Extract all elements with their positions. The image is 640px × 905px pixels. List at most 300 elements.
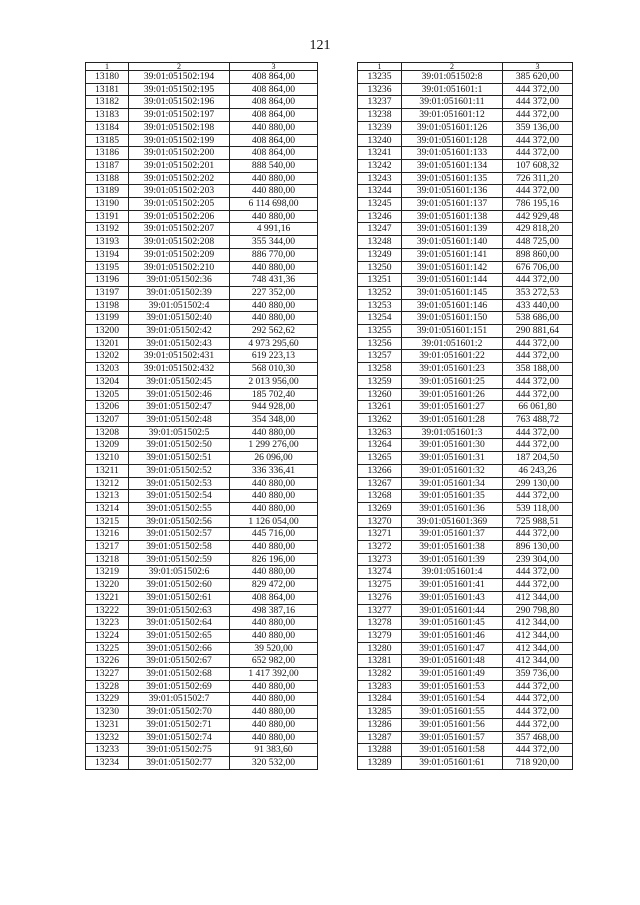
row-number: 13250 [358, 261, 402, 274]
column-header-value: 3 [503, 63, 573, 71]
cadastral-value: 239 304,00 [503, 553, 573, 566]
row-number: 13277 [358, 604, 402, 617]
row-number: 13245 [358, 198, 402, 211]
row-number: 13201 [86, 337, 129, 350]
cadastral-value: 445 716,00 [230, 528, 318, 541]
table-row [358, 718, 573, 731]
cadastral-value: 718 920,00 [503, 756, 573, 769]
cadastral-number: 39:01:051502:43 [129, 337, 230, 350]
cadastral-value: 444 372,00 [503, 528, 573, 541]
cadastral-number: 39:01:051601:137 [402, 198, 503, 211]
cadastral-number: 39:01:051502:8 [402, 71, 503, 84]
table-row [86, 655, 318, 668]
row-number: 13219 [86, 566, 129, 579]
cadastral-value: 440 880,00 [230, 566, 318, 579]
row-number: 13186 [86, 147, 129, 160]
row-number: 13183 [86, 109, 129, 122]
table-row [358, 325, 573, 338]
row-number: 13239 [358, 121, 402, 134]
row-number: 13274 [358, 566, 402, 579]
table-row [86, 325, 318, 338]
table-row [86, 566, 318, 579]
cadastral-number: 39:01:051601:23 [402, 363, 503, 376]
row-number: 13226 [86, 655, 129, 668]
table-header-row [358, 63, 573, 71]
cadastral-value: 444 372,00 [503, 693, 573, 706]
cadastral-number: 39:01:051502:48 [129, 413, 230, 426]
table-row [358, 413, 573, 426]
cadastral-value: 91 383,60 [230, 744, 318, 757]
table-row [358, 629, 573, 642]
cadastral-number: 39:01:051502:207 [129, 223, 230, 236]
cadastral-number: 39:01:051502:4 [129, 299, 230, 312]
table-row [86, 426, 318, 439]
cadastral-value: 440 880,00 [230, 617, 318, 630]
table-row [358, 452, 573, 465]
table-row [86, 96, 318, 109]
cadastral-value: 408 864,00 [230, 71, 318, 84]
cadastral-number: 39:01:051502:431 [129, 350, 230, 363]
row-number: 13195 [86, 261, 129, 274]
table-row [358, 248, 573, 261]
table-row [86, 731, 318, 744]
cadastral-value: 444 372,00 [503, 706, 573, 719]
cadastral-number: 39:01:051502:40 [129, 312, 230, 325]
table-row [358, 159, 573, 172]
table-row [86, 109, 318, 122]
table-row [358, 185, 573, 198]
cadastral-value: 1 126 054,00 [230, 515, 318, 528]
table-row [358, 350, 573, 363]
cadastral-value: 408 864,00 [230, 83, 318, 96]
table-row [358, 642, 573, 655]
column-header-cadastral: 2 [402, 63, 503, 71]
row-number: 13259 [358, 375, 402, 388]
table-row [358, 706, 573, 719]
row-number: 13192 [86, 223, 129, 236]
cadastral-number: 39:01:051502:45 [129, 375, 230, 388]
table-row [86, 274, 318, 287]
row-number: 13233 [86, 744, 129, 757]
cadastral-number: 39:01:051502:47 [129, 401, 230, 414]
row-number: 13241 [358, 147, 402, 160]
cadastral-value: 4 973 295,60 [230, 337, 318, 350]
row-number: 13251 [358, 274, 402, 287]
cadastral-value: 444 372,00 [503, 134, 573, 147]
cadastral-number: 39:01:051601:126 [402, 121, 503, 134]
cadastral-value: 440 880,00 [230, 172, 318, 185]
table-row [86, 579, 318, 592]
row-number: 13207 [86, 413, 129, 426]
table-row [86, 121, 318, 134]
table-row [358, 541, 573, 554]
cadastral-value: 359 136,00 [503, 121, 573, 134]
cadastral-number: 39:01:051502:208 [129, 236, 230, 249]
cadastral-value: 355 344,00 [230, 236, 318, 249]
cadastral-number: 39:01:051502:68 [129, 668, 230, 681]
table-row [358, 274, 573, 287]
cadastral-number: 39:01:051502:54 [129, 490, 230, 503]
cadastral-value: 107 608,32 [503, 159, 573, 172]
row-number: 13227 [86, 668, 129, 681]
row-number: 13210 [86, 452, 129, 465]
table-row [358, 604, 573, 617]
table-row [86, 541, 318, 554]
table-row [358, 579, 573, 592]
table-row [86, 591, 318, 604]
cadastral-number: 39:01:051502:432 [129, 363, 230, 376]
table-row [86, 464, 318, 477]
row-number: 13203 [86, 363, 129, 376]
row-number: 13214 [86, 502, 129, 515]
cadastral-value: 385 620,00 [503, 71, 573, 84]
table-row [86, 71, 318, 84]
table-row [358, 363, 573, 376]
cadastral-number: 39:01:051601:133 [402, 147, 503, 160]
row-number: 13228 [86, 680, 129, 693]
cadastral-value: 444 372,00 [503, 388, 573, 401]
cadastral-value: 440 880,00 [230, 210, 318, 223]
cadastral-number: 39:01:051601:36 [402, 502, 503, 515]
cadastral-number: 39:01:051502:7 [129, 693, 230, 706]
cadastral-number: 39:01:051502:200 [129, 147, 230, 160]
table-row [86, 553, 318, 566]
table-row [86, 198, 318, 211]
column-header-value: 3 [230, 63, 318, 71]
table-row [86, 350, 318, 363]
cadastral-number: 39:01:051502:63 [129, 604, 230, 617]
row-number: 13269 [358, 502, 402, 515]
table-row [86, 286, 318, 299]
table-row [358, 375, 573, 388]
cadastral-number: 39:01:051502:36 [129, 274, 230, 287]
row-number: 13284 [358, 693, 402, 706]
cadastral-number: 39:01:051502:209 [129, 248, 230, 261]
row-number: 13200 [86, 325, 129, 338]
cadastral-number: 39:01:051601:48 [402, 655, 503, 668]
cadastral-number: 39:01:051601:144 [402, 274, 503, 287]
cadastral-value: 539 118,00 [503, 502, 573, 515]
cadastral-value: 185 702,40 [230, 388, 318, 401]
cadastral-number: 39:01:051502:58 [129, 541, 230, 554]
cadastral-value: 4 991,16 [230, 223, 318, 236]
cadastral-value: 444 372,00 [503, 350, 573, 363]
table-row [86, 159, 318, 172]
table-row [358, 299, 573, 312]
cadastral-number: 39:01:051502:69 [129, 680, 230, 693]
row-number: 13236 [358, 83, 402, 96]
cadastral-number: 39:01:051502:60 [129, 579, 230, 592]
cadastral-value: 826 196,00 [230, 553, 318, 566]
cadastral-value: 408 864,00 [230, 134, 318, 147]
row-number: 13242 [358, 159, 402, 172]
cadastral-number: 39:01:051502:195 [129, 83, 230, 96]
cadastral-number: 39:01:051601:27 [402, 401, 503, 414]
row-number: 13231 [86, 718, 129, 731]
row-number: 13262 [358, 413, 402, 426]
table-row [86, 134, 318, 147]
cadastral-number: 39:01:051601:150 [402, 312, 503, 325]
cadastral-number: 39:01:051601:55 [402, 706, 503, 719]
table-row [358, 439, 573, 452]
cadastral-number: 39:01:051601:39 [402, 553, 503, 566]
cadastral-value: 408 864,00 [230, 591, 318, 604]
cadastral-number: 39:01:051502:210 [129, 261, 230, 274]
row-number: 13209 [86, 439, 129, 452]
row-number: 13222 [86, 604, 129, 617]
cadastral-value: 6 114 698,00 [230, 198, 318, 211]
cadastral-number: 39:01:051601:136 [402, 185, 503, 198]
cadastral-number: 39:01:051502:64 [129, 617, 230, 630]
row-number: 13267 [358, 477, 402, 490]
table-row [358, 655, 573, 668]
row-number: 13264 [358, 439, 402, 452]
cadastral-number: 39:01:051502:6 [129, 566, 230, 579]
table-row [358, 617, 573, 630]
table-row [358, 312, 573, 325]
cadastral-value: 353 272,53 [503, 286, 573, 299]
cadastral-number: 39:01:051601:25 [402, 375, 503, 388]
cadastral-value: 725 988,51 [503, 515, 573, 528]
cadastral-value: 440 880,00 [230, 185, 318, 198]
cadastral-number: 39:01:051502:52 [129, 464, 230, 477]
cadastral-number: 39:01:051601:54 [402, 693, 503, 706]
cadastral-value: 748 431,36 [230, 274, 318, 287]
cadastral-value: 898 860,00 [503, 248, 573, 261]
row-number: 13270 [358, 515, 402, 528]
table-row [86, 452, 318, 465]
table-row [86, 236, 318, 249]
cadastral-value: 440 880,00 [230, 706, 318, 719]
cadastral-value: 26 096,00 [230, 452, 318, 465]
cadastral-value: 444 372,00 [503, 718, 573, 731]
row-number: 13187 [86, 159, 129, 172]
cadastral-value: 299 130,00 [503, 477, 573, 490]
table-row [86, 388, 318, 401]
cadastral-value: 944 928,00 [230, 401, 318, 414]
cadastral-number: 39:01:051502:194 [129, 71, 230, 84]
cadastral-value: 444 372,00 [503, 147, 573, 160]
table-row [358, 515, 573, 528]
row-number: 13253 [358, 299, 402, 312]
table-row [86, 363, 318, 376]
cadastral-value: 444 372,00 [503, 274, 573, 287]
cadastral-number: 39:01:051502:77 [129, 756, 230, 769]
cadastral-number: 39:01:051601:53 [402, 680, 503, 693]
row-number: 13212 [86, 477, 129, 490]
cadastral-value: 412 344,00 [503, 629, 573, 642]
cadastral-value: 66 061,80 [503, 401, 573, 414]
row-number: 13279 [358, 629, 402, 642]
row-number: 13217 [86, 541, 129, 554]
page-number: 121 [309, 38, 331, 53]
table-row [358, 464, 573, 477]
table-row [358, 388, 573, 401]
table-row [86, 172, 318, 185]
cadastral-value: 444 372,00 [503, 680, 573, 693]
cadastral-value: 433 440,00 [503, 299, 573, 312]
table-row [86, 617, 318, 630]
table-row [358, 502, 573, 515]
table-row [86, 477, 318, 490]
row-number: 13197 [86, 286, 129, 299]
cadastral-number: 39:01:051502:205 [129, 198, 230, 211]
cadastral-value: 2 013 956,00 [230, 375, 318, 388]
row-number: 13213 [86, 490, 129, 503]
cadastral-number: 39:01:051601:32 [402, 464, 503, 477]
cadastral-number: 39:01:051502:53 [129, 477, 230, 490]
cadastral-number: 39:01:051601:57 [402, 731, 503, 744]
table-row [86, 604, 318, 617]
cadastral-number: 39:01:051601:58 [402, 744, 503, 757]
row-number: 13180 [86, 71, 129, 84]
table-row [358, 223, 573, 236]
cadastral-value: 359 736,00 [503, 668, 573, 681]
data-table-right [357, 62, 573, 770]
cadastral-value: 440 880,00 [230, 426, 318, 439]
cadastral-number: 39:01:051502:39 [129, 286, 230, 299]
table-row [358, 172, 573, 185]
table-row [86, 629, 318, 642]
row-number: 13193 [86, 236, 129, 249]
table-row [86, 413, 318, 426]
table-row [358, 198, 573, 211]
row-number: 13185 [86, 134, 129, 147]
cadastral-number: 39:01:051502:75 [129, 744, 230, 757]
cadastral-number: 39:01:051502:201 [129, 159, 230, 172]
table-row [86, 693, 318, 706]
row-number: 13234 [86, 756, 129, 769]
cadastral-number: 39:01:051502:202 [129, 172, 230, 185]
cadastral-value: 652 982,00 [230, 655, 318, 668]
cadastral-number: 39:01:051502:50 [129, 439, 230, 452]
cadastral-number: 39:01:051502:67 [129, 655, 230, 668]
table-row [358, 680, 573, 693]
row-number: 13286 [358, 718, 402, 731]
cadastral-number: 39:01:051502:206 [129, 210, 230, 223]
cadastral-value: 440 880,00 [230, 693, 318, 706]
row-number: 13257 [358, 350, 402, 363]
cadastral-number: 39:01:051601:4 [402, 566, 503, 579]
table-row [86, 210, 318, 223]
row-number: 13249 [358, 248, 402, 261]
row-number: 13204 [86, 375, 129, 388]
cadastral-number: 39:01:051502:199 [129, 134, 230, 147]
cadastral-value: 896 130,00 [503, 541, 573, 554]
cadastral-number: 39:01:051601:31 [402, 452, 503, 465]
cadastral-number: 39:01:051502:198 [129, 121, 230, 134]
row-number: 13237 [358, 96, 402, 109]
row-number: 13216 [86, 528, 129, 541]
table-row [86, 261, 318, 274]
row-number: 13211 [86, 464, 129, 477]
table-header-row [86, 63, 318, 71]
cadastral-value: 444 372,00 [503, 744, 573, 757]
row-number: 13230 [86, 706, 129, 719]
cadastral-number: 39:01:051502:56 [129, 515, 230, 528]
row-number: 13285 [358, 706, 402, 719]
cadastral-value: 444 372,00 [503, 439, 573, 452]
row-number: 13229 [86, 693, 129, 706]
row-number: 13271 [358, 528, 402, 541]
cadastral-value: 440 880,00 [230, 312, 318, 325]
row-number: 13273 [358, 553, 402, 566]
cadastral-value: 440 880,00 [230, 477, 318, 490]
cadastral-number: 39:01:051601:141 [402, 248, 503, 261]
row-number: 13248 [358, 236, 402, 249]
cadastral-number: 39:01:051502:66 [129, 642, 230, 655]
cadastral-value: 444 372,00 [503, 426, 573, 439]
row-number: 13196 [86, 274, 129, 287]
cadastral-value: 440 880,00 [230, 718, 318, 731]
cadastral-number: 39:01:051601:1 [402, 83, 503, 96]
cadastral-value: 440 880,00 [230, 731, 318, 744]
row-number: 13283 [358, 680, 402, 693]
table-row [86, 439, 318, 452]
cadastral-value: 358 188,00 [503, 363, 573, 376]
row-number: 13198 [86, 299, 129, 312]
cadastral-number: 39:01:051601:128 [402, 134, 503, 147]
cadastral-value: 442 929,48 [503, 210, 573, 223]
cadastral-value: 440 880,00 [230, 502, 318, 515]
table-row [86, 223, 318, 236]
row-number: 13288 [358, 744, 402, 757]
cadastral-value: 829 472,00 [230, 579, 318, 592]
cadastral-value: 440 880,00 [230, 629, 318, 642]
cadastral-value: 440 880,00 [230, 541, 318, 554]
row-number: 13205 [86, 388, 129, 401]
table-row [358, 83, 573, 96]
row-number: 13235 [358, 71, 402, 84]
cadastral-number: 39:01:051601:37 [402, 528, 503, 541]
column-header-number: 1 [358, 63, 402, 71]
row-number: 13289 [358, 756, 402, 769]
cadastral-number: 39:01:051502:70 [129, 706, 230, 719]
cadastral-number: 39:01:051601:45 [402, 617, 503, 630]
cadastral-value: 619 223,13 [230, 350, 318, 363]
cadastral-value: 357 468,00 [503, 731, 573, 744]
row-number: 13256 [358, 337, 402, 350]
cadastral-number: 39:01:051601:2 [402, 337, 503, 350]
cadastral-number: 39:01:051502:51 [129, 452, 230, 465]
cadastral-value: 1 417 392,00 [230, 668, 318, 681]
cadastral-value: 290 881,64 [503, 325, 573, 338]
data-table-left [85, 62, 318, 770]
table-row [358, 426, 573, 439]
cadastral-value: 412 344,00 [503, 655, 573, 668]
cadastral-number: 39:01:051601:142 [402, 261, 503, 274]
cadastral-number: 39:01:051601:61 [402, 756, 503, 769]
cadastral-value: 412 344,00 [503, 591, 573, 604]
table-row [358, 236, 573, 249]
cadastral-value: 292 562,62 [230, 325, 318, 338]
cadastral-number: 39:01:051601:35 [402, 490, 503, 503]
cadastral-number: 39:01:051601:56 [402, 718, 503, 731]
cadastral-value: 444 372,00 [503, 96, 573, 109]
cadastral-value: 538 686,00 [503, 312, 573, 325]
cadastral-number: 39:01:051601:26 [402, 388, 503, 401]
cadastral-value: 1 299 276,00 [230, 439, 318, 452]
table-row [86, 756, 318, 769]
cadastral-value: 444 372,00 [503, 109, 573, 122]
row-number: 13220 [86, 579, 129, 592]
cadastral-value: 336 336,41 [230, 464, 318, 477]
row-number: 13265 [358, 452, 402, 465]
row-number: 13282 [358, 668, 402, 681]
row-number: 13188 [86, 172, 129, 185]
cadastral-value: 290 798,80 [503, 604, 573, 617]
row-number: 13247 [358, 223, 402, 236]
